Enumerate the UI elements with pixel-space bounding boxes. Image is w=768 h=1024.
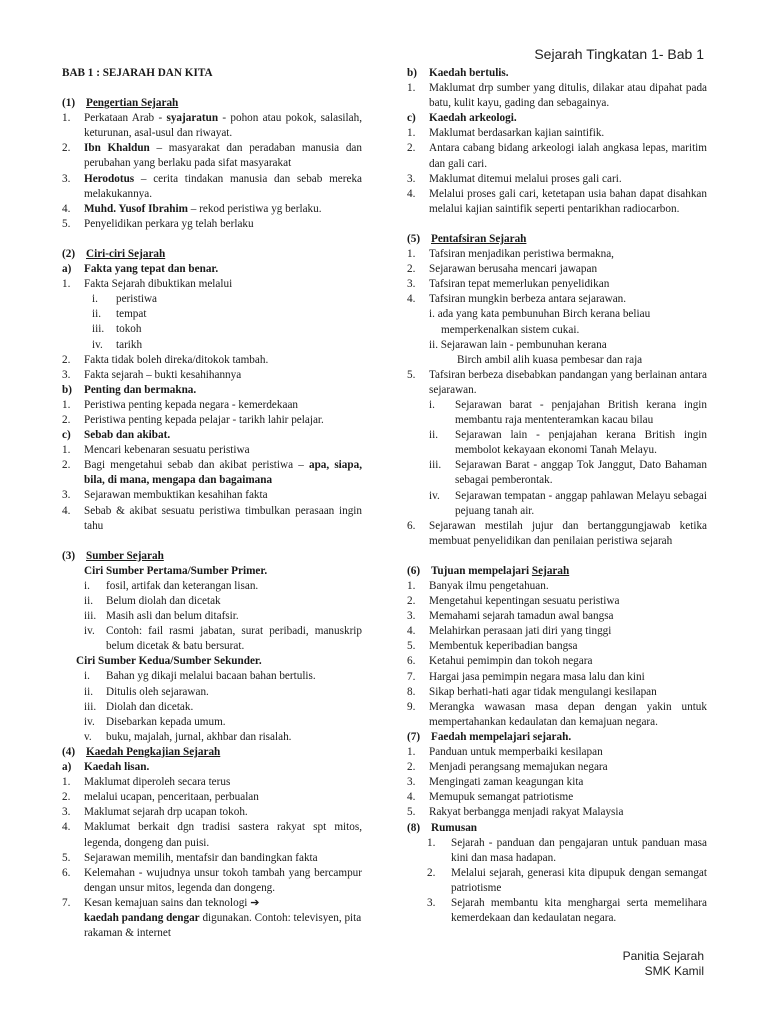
page-footer: [623, 949, 704, 979]
list-item: 1. Banyak ilmu pengetahuan.: [407, 580, 549, 592]
secondary-source-list: [62, 669, 362, 744]
benefit-list: [407, 745, 707, 820]
list-item: 1. Tafsiran menjadikan peristiwa bermakna,: [407, 248, 614, 261]
list-item: i. peristiwa: [92, 293, 158, 306]
list-item: 4. Memupuk semangat patriotisme: [407, 791, 574, 804]
interpretation-example-1: i. ada yang kata pembunuhan Birch kerana beliau: [429, 308, 651, 321]
list-item: i. fosil, artifak dan keterangan lisan.: [84, 579, 259, 592]
list-item: 5. Rakyat berbangga menjadi rakyat Malaysia: [407, 806, 624, 819]
list-item: 2. Melalui sejarah, generasi kita dipupuk dengan semangat patriotisme: [427, 866, 707, 894]
oral-method-list: [62, 775, 362, 896]
list-item: 5. Membentuk keperibadian bangsa: [407, 640, 578, 653]
sub-heading-b: b) Kaedah bertulis.: [407, 67, 509, 79]
footer-school: SMK Kamil: [644, 964, 704, 978]
list-item: 3. Fakta sejarah – bukti kesahihannya: [62, 368, 242, 381]
list-item: ii. tempat: [92, 308, 147, 321]
list-item: iii. Diolah dan dicetak.: [84, 700, 194, 713]
list-item: 8. Sikap berhati-hati agar tidak mengulangi kesilapan: [407, 685, 657, 698]
list-item: 3. Sejarah membantu kita menghargai serta memelihara kemerdekaan dan kedaulatan negara.: [427, 896, 707, 925]
list-item: 1. Mencari kebenaran sesuatu peristiwa: [62, 444, 250, 457]
list-item: 4. Tafsiran mungkin berbeza antara sejarawan.: [407, 293, 627, 306]
list-item: 1. Maklumat berdasarkan kajian saintifik.: [407, 127, 605, 140]
list-item: 6. Kelemahan - wujudnya unsur tokoh tambah yang bercampur dengan unsur mitos, legenda dan dongeng.: [62, 866, 362, 894]
list-item: 5. Penyelidikan perkara yg telah berlaku: [62, 217, 254, 230]
footer-panel: Panitia Sejarah: [622, 949, 704, 963]
primary-source-list: [62, 579, 362, 654]
list-item: 1. Fakta Sejarah dibuktikan melalui: [62, 278, 233, 291]
list-item: 7. Hargai jasa pemimpin negara masa lalu dan kini: [407, 670, 645, 683]
list-item: 1. Perkataan Arab - syajaratun - pohon atau pokok, salasilah, keturunan, asal-usul dan riwayat.: [62, 112, 362, 140]
list-item: v. buku, majalah, jurnal, akhbar dan risalah.: [84, 730, 292, 743]
section-2-heading: (2) Ciri-ciri Sejarah: [62, 247, 166, 260]
summary-list: [407, 836, 707, 927]
list-item: 2. melalui ucapan, penceritaan, perbualan: [62, 791, 259, 804]
interpretation-sublist: [407, 398, 707, 519]
list-item: 2. Sejarawan berusaha mencari jawapan: [407, 263, 598, 276]
page-header: Sejarah Tingkatan 1- Bab 1: [534, 46, 704, 62]
list-item: 3. Memahami sejarah tamadun awal bangsa: [407, 610, 614, 623]
list-item: i. Bahan yg dikaji melalui bacaan bahan bertulis.: [84, 670, 316, 683]
interpretation-example-2: ii. Sejarawan lain - pembunuhan kerana: [429, 338, 607, 351]
section-8-heading: (8) Rumusan: [407, 821, 478, 834]
section-4-heading: (4) Kaedah Pengkajian Sejarah: [62, 745, 221, 758]
written-method-list: [407, 81, 707, 111]
list-item: iv. Disebarkan kepada umum.: [84, 715, 226, 728]
list-item: ii. Ditulis oleh sejarawan.: [84, 685, 209, 698]
list-item: iv. Sejarawan tempatan - anggap pahlawan Melayu sebagai pejuang tanah air.: [429, 489, 707, 517]
list-item: 1. Maklumat diperoleh secara terus: [62, 776, 231, 789]
list-item: iii. Masih asli dan belum ditafsir.: [84, 610, 239, 623]
list-item: 2. Antara cabang bidang arkeologi ialah angkasa lepas, maritim dan gali cari.: [407, 142, 707, 170]
list-item: iv. tarikh: [92, 338, 143, 351]
list-item: 1. Maklumat drp sumber yang ditulis, dilakar atau dipahat pada batu, kulit kayu, gading dan sebagainya.: [407, 82, 707, 110]
list-item: 5. Sejarawan memilih, mentafsir dan bandingkan fakta: [62, 851, 318, 864]
list-item: ii. Sejarawan lain - penjajahan kerana British ingin membolot kekayaan ekonomi Tanah Melayu.: [429, 429, 707, 457]
list-item: iii. Sejarawan Barat - anggap Tok Janggut, Dato Bahaman sebagai pemberontak.: [429, 459, 707, 487]
list-item: 4. Sebab & akibat sesuatu peristiwa timbulkan perasaan ingin tahu: [62, 504, 362, 532]
list-item: 7. Kesan kemajuan sains dan teknologi ➔: [62, 896, 260, 909]
interpretation-example-1-cont: memperkenalkan sistem cukai.: [441, 323, 580, 336]
section-3-heading: (3) Sumber Sejarah: [62, 549, 164, 562]
list-item: 2. Peristiwa penting kepada pelajar - tarikh lahir pelajar.: [62, 413, 324, 426]
section-1-heading: (1) Pengertian Sejarah: [62, 97, 179, 110]
list-item: 3. Mengingati zaman keagungan kita: [407, 776, 584, 789]
list-item: 3. Maklumat ditemui melalui proses gali cari.: [407, 172, 622, 185]
list-item: 2. Ibn Khaldun – masyarakat dan peradaban manusia dan perubahan yang berlaku pada sifat masyarakat: [62, 142, 362, 170]
list-item: iv. Contoh: fail rasmi jabatan, surat peribadi, manuskrip belum dicetak & batu bersurat.: [84, 625, 362, 653]
primary-source-heading: Ciri Sumber Pertama/Sumber Primer.: [84, 564, 268, 577]
archaeology-method-list: [407, 126, 707, 217]
list-item: 3. Sejarawan membuktikan kesahihan fakta: [62, 489, 268, 502]
list-item: 4. Melalui proses gali cari, ketetapan usia bahan dapat disahkan melalui kajian saintifik seperti pentarikhan radiocarbon.: [407, 187, 707, 215]
list-item: 1. Sejarah - panduan dan pengajaran untuk panduan masa kini dan masa hadapan.: [427, 836, 707, 864]
list-item: 2. Mengetahui kepentingan sesuatu peristiwa: [407, 595, 620, 608]
list-item: 5. Tafsiran berbeza disebabkan pandangan yang berlainan antara sejarawan.: [407, 368, 707, 396]
list-item: 6. Sejarawan mestilah jujur dan bertanggungjawab ketika membuat penyelidikan dan penilaian peristiwa sejarah: [407, 519, 707, 547]
list-item: 2. Bagi mengetahui sebab dan akibat peristiwa – apa, siapa, bila, di mana, mengapa dan bagaimana: [62, 459, 362, 487]
left-column: [62, 66, 362, 941]
sub-heading-b: b) Penting dan bermakna.: [62, 383, 197, 396]
list-item: 4. Maklumat berkait dgn tradisi sastera rakyat spt mitos, legenda, dongeng dan puisi.: [62, 821, 362, 849]
list-item: 1. Peristiwa penting kepada negara - kemerdekaan: [62, 398, 299, 411]
sub-heading-a: a) Kaedah lisan.: [62, 761, 150, 774]
section-1-list: [62, 111, 362, 232]
list-item: ii. Belum diolah dan dicetak: [84, 595, 221, 607]
sub-heading-c: c) Kaedah arkeologi.: [407, 112, 517, 125]
list-item: 3. Herodotus – cerita tindakan manusia dan sebab mereka melakukannya.: [62, 172, 362, 200]
section-6-heading: (6) Tujuan mempelajari Sejarah: [407, 564, 570, 577]
list-item: 4. Muhd. Yusof Ibrahim – rekod peristiwa yg berlaku.: [62, 202, 322, 215]
list-item: 4. Melahirkan perasaan jati diri yang tinggi: [407, 625, 612, 638]
secondary-source-heading: Ciri Sumber Kedua/Sumber Sekunder.: [76, 655, 262, 668]
list-item: 3. Tafsiran tepat memerlukan penyelidikan: [407, 278, 610, 291]
list-item: 6. Ketahui pemimpin dan tokoh negara: [407, 655, 593, 668]
sub-heading-c: c) Sebab dan akibat.: [62, 429, 171, 442]
section-7-heading: (7) Faedah mempelajari sejarah.: [407, 730, 572, 743]
list-item: i. Sejarawan barat - penjajahan British kerana ingin membantu raja mententeramkan kacau bilau: [429, 398, 707, 427]
list-item: 3. Maklumat sejarah drp ucapan tokoh.: [62, 806, 248, 819]
interpretation-example-2-cont: Birch ambil alih kuasa pembesar dan raja: [457, 353, 643, 366]
sub-heading-a: a) Fakta yang tepat dan benar.: [62, 263, 219, 276]
list-item-continuation: kaedah pandang dengar digunakan. Contoh: televisyen, pita rakaman & internet: [84, 911, 362, 940]
purpose-list: [407, 579, 707, 730]
list-item: 1. Panduan untuk memperbaiki kesilapan: [407, 746, 603, 759]
list-item: iii. tokoh: [92, 323, 142, 336]
chapter-title: BAB 1 : SEJARAH DAN KITA: [62, 67, 213, 79]
list-item: 2. Menjadi perangsang memajukan negara: [407, 761, 608, 774]
fact-sublist: [62, 292, 362, 352]
list-item: 9. Merangka wawasan masa depan dengan yakin untuk mempertahankan kedaulatan dan kemajuan negara.: [407, 700, 707, 728]
list-item: 2. Fakta tidak boleh direka/ditokok tambah.: [62, 353, 269, 366]
right-column: [407, 66, 707, 926]
section-5-heading: (5) Pentafsiran Sejarah: [407, 232, 527, 245]
